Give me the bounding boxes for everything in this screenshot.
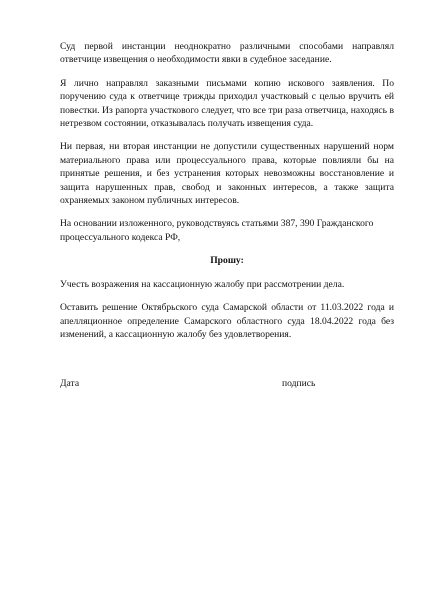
paragraph-court-notices: Суд первой инстанции неоднократно различными способами направлял ответчице извещения о необходимости явки в судебное заседание. xyxy=(60,41,394,66)
request-item-leave-decision: Оставить решение Октябрьского суда Самарской области от 11.03.2022 года и апелляционное определение Самарского областного суда 18.04.2022 года без изменений, а кассационную жалобу без удовлетворения. xyxy=(60,302,394,340)
paragraph-legal-basis: На основании изложенного, руководствуясь статьями 387, 390 Гражданского процессуального кодекса РФ, xyxy=(60,218,374,243)
date-label: Дата xyxy=(60,378,80,389)
paragraph-personal-notices: Я лично направлял заказными письмами копию искового заявления. По поручению суда к ответчице трижды приходил участковый с целью вручить ей повестки. Из рапорта участкового следует, что все три раза ответчица, находясь в нетрезвом состоянии, отказывалась получать извещения суда. xyxy=(60,77,394,130)
document-body xyxy=(60,40,394,351)
paragraph-no-violations: Ни первая, ни вторая инстанции не допустили существенных нарушений норм материального права или процессуального права, которые повлияли бы на принятые решения, и без устранения которых невозможны восстановление и защита нарушенных прав, свобод и законных интересов, а также защита охраняемых законом публичных интересов. xyxy=(60,141,394,207)
request-heading: Прошу: xyxy=(210,255,244,267)
signature-label: подпись xyxy=(282,378,316,389)
request-item-consider-objections: Учесть возражения на кассационную жалобу при рассмотрении дела. xyxy=(60,278,345,290)
